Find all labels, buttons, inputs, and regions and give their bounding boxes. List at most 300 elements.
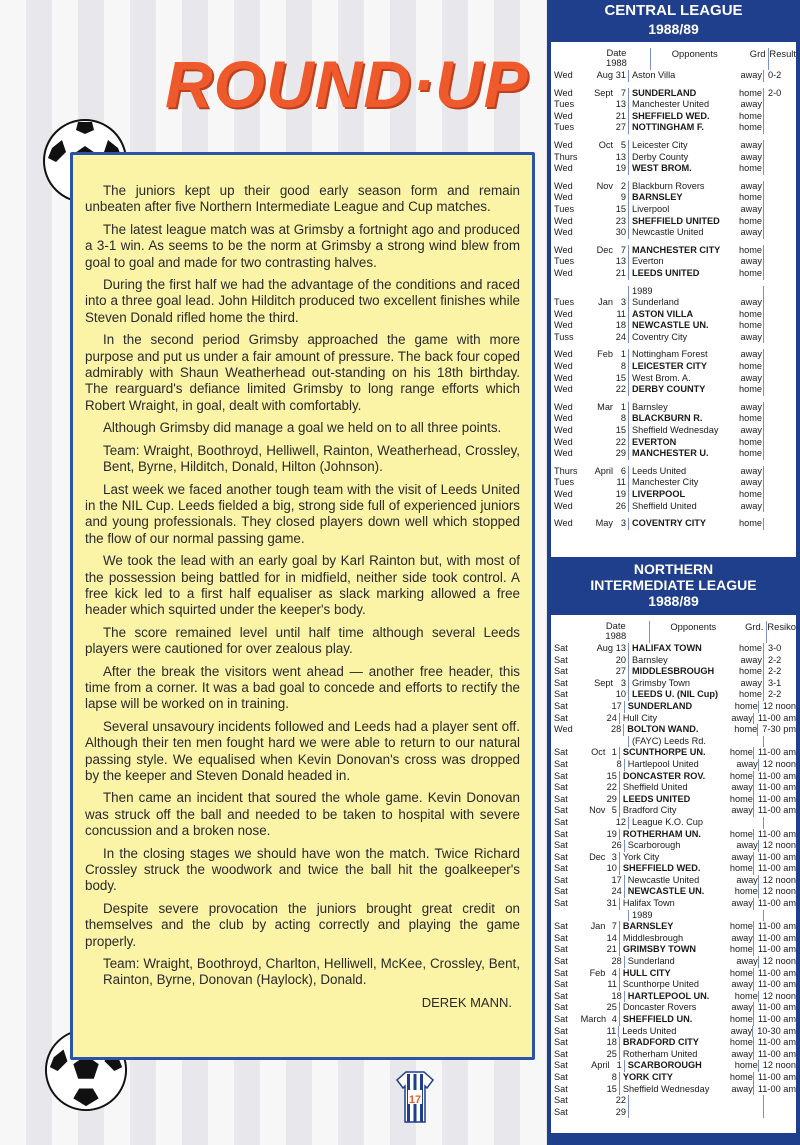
fixture-row xyxy=(551,1014,796,1026)
fixture-row xyxy=(551,122,796,134)
fixture-row xyxy=(551,782,796,794)
fixture-opponent: MIDDLESBROUGH home xyxy=(629,666,764,678)
fixture-result xyxy=(764,152,796,164)
fixture-opponent: BARNSLEY home xyxy=(620,921,754,933)
fixture-row xyxy=(551,413,796,425)
fixture-row xyxy=(551,437,796,449)
fixture-row xyxy=(551,829,796,841)
fixture-month xyxy=(585,724,610,736)
fixture-opponent: Leeds United away xyxy=(619,1026,753,1038)
fixture-month xyxy=(587,448,614,460)
fixture-result xyxy=(764,99,796,111)
fixture-row xyxy=(551,805,796,817)
fixture-result: 12 noon xyxy=(762,990,796,1001)
fixture-date: 21 xyxy=(606,944,619,956)
fixture-opponent: (FAYC) Leeds Rd. xyxy=(629,736,764,748)
fixture-result: 3-0 xyxy=(768,643,782,653)
fixture-row xyxy=(551,111,796,123)
fixture-month xyxy=(587,320,614,332)
fixture-day: Sat xyxy=(554,932,568,943)
fixture-month xyxy=(587,99,614,111)
fixture-row xyxy=(551,898,796,910)
fixture-date: 17 xyxy=(611,701,625,713)
fixture-month xyxy=(587,192,614,204)
fixture-row xyxy=(551,140,796,152)
fixture-result: 11-00 am xyxy=(757,944,796,955)
fixture-opponent xyxy=(629,1095,764,1107)
fixture-result: 11-00 am xyxy=(757,851,796,862)
fixture-result xyxy=(764,297,796,309)
fixture-row xyxy=(551,1002,796,1014)
table-header: Date 1988 Opponents Grd. Resiko xyxy=(551,619,796,643)
fixture-result xyxy=(764,309,796,321)
fixture-row xyxy=(551,286,796,298)
fixture-day: Tues xyxy=(554,99,575,110)
fixture-date: 19 xyxy=(606,829,619,841)
fixture-month: Feb xyxy=(597,349,613,360)
fixture-date: 8 xyxy=(614,361,629,373)
fixture-result: 11-00 am xyxy=(757,921,796,932)
fixture-month: Jan xyxy=(590,921,606,932)
fixture-opponent: SHEFFIELD UN. home xyxy=(620,1014,754,1026)
fixture-date: 13 xyxy=(614,643,629,655)
fixture-month xyxy=(583,1002,607,1014)
fixture-date: 25 xyxy=(606,1049,619,1061)
fixture-date: 20 xyxy=(614,655,629,667)
fixture-row xyxy=(551,268,796,280)
fixture-result: 2-2 xyxy=(768,689,782,700)
fixture-result xyxy=(764,192,796,204)
fixture-day xyxy=(551,910,587,922)
fixture-date: 19 xyxy=(614,163,629,175)
fixture-date: 10 xyxy=(606,863,619,875)
fixture-month xyxy=(587,309,614,321)
article-paragraph: In the second period Grimsby approached the game with more purpose and put us under a fair amount of pressure. The back four coped admirably with Shaun Weatherhead out-standing on his 18th birthday. The rearguard's defiance limited Grimsby to long range efforts which Robert Wraight, in goal, dealt with comfortably. xyxy=(85,332,520,413)
fixture-result: 11-00 am xyxy=(757,828,796,839)
fixture-opponent: 1989 xyxy=(629,286,764,298)
fixture-day: Wed xyxy=(554,139,573,150)
fixture-day: Tues xyxy=(554,203,575,214)
fixture-row xyxy=(551,968,796,980)
fixture-result: 11-00 am xyxy=(757,863,796,874)
fixture-month: Oct xyxy=(598,139,613,150)
fixture-result xyxy=(764,817,796,829)
fixture-day: Tues xyxy=(554,122,575,133)
fixture-month xyxy=(583,944,607,956)
fixture-date: 15 xyxy=(614,373,629,385)
fixture-opponent: HALIFAX TOWN home xyxy=(629,643,764,655)
fixture-date: 3 xyxy=(614,518,629,530)
fixture-result xyxy=(764,216,796,228)
fixture-day: Sat xyxy=(554,712,568,723)
fixture-row xyxy=(551,192,796,204)
fixture-row xyxy=(551,991,796,1003)
fixture-row xyxy=(551,99,796,111)
fixture-result: 11-00 am xyxy=(757,932,796,943)
fixture-row xyxy=(551,70,796,82)
fixture-month xyxy=(587,384,614,396)
fixture-date: 4 xyxy=(607,1014,620,1026)
fixture-opponent: Grimsby Town away xyxy=(629,678,764,690)
fixture-result: 12 noon xyxy=(762,1060,796,1071)
fixture-day: Sat xyxy=(554,1083,568,1094)
fixture-row xyxy=(551,1095,796,1107)
fixture-month: May xyxy=(595,518,613,529)
fixture-date: 29 xyxy=(614,1107,629,1119)
fixture-row xyxy=(551,448,796,460)
fixture-result xyxy=(764,181,796,193)
fixture-row xyxy=(551,477,796,489)
article-body xyxy=(85,183,520,989)
fixture-date: 29 xyxy=(614,448,629,460)
fixture-day: Sat xyxy=(554,770,568,781)
fixture-opponent: HULL CITY home xyxy=(620,968,754,980)
fixture-row xyxy=(551,701,796,713)
fixture-row xyxy=(551,689,796,701)
fixture-row xyxy=(551,1107,796,1119)
fixture-date: 15 xyxy=(606,1084,619,1096)
fixture-result: 12 noon xyxy=(762,840,796,851)
fixture-result xyxy=(764,320,796,332)
fixture-date: 5 xyxy=(606,805,619,817)
fixture-result: 0-2 xyxy=(768,70,782,80)
article-paragraph: Although Grimsby did manage a goal we held on to all three points. xyxy=(103,420,502,436)
fixture-result: 11-00 am xyxy=(757,1083,796,1094)
fixture-day: Sat xyxy=(554,816,568,827)
article-paragraph: We took the lead with an early goal by Karl Rainton but, with most of the possession being battled for in midfield, neither side took control. A free kick led to a first half equaliser as slack marking allowed a free header which squirted under the keeper's body. xyxy=(85,553,520,618)
fixture-month xyxy=(585,840,610,852)
fixture-opponent: GRIMSBY TOWN home xyxy=(620,944,754,956)
fixture-row xyxy=(551,1037,796,1049)
fixture-date: 15 xyxy=(606,771,619,783)
nil-season: 1988/89 xyxy=(648,593,699,609)
fixture-opponent: Scunthorpe United away xyxy=(620,979,754,991)
fixture-row xyxy=(551,204,796,216)
fixture-date: 18 xyxy=(611,991,625,1003)
fixture-day: Wed xyxy=(554,244,573,255)
fixture-date: 13 xyxy=(614,152,629,164)
fixture-month xyxy=(583,1072,607,1084)
article-paragraph: After the break the visitors went ahead — another free header, this time from a corner. It was a bad goal to concede and efforts to rectify the lapse will be worked on in training. xyxy=(85,663,520,712)
fixture-opponent: LEEDS UNITED home xyxy=(620,794,754,806)
fixture-row xyxy=(551,1084,796,1096)
fixture-row xyxy=(551,1072,796,1084)
fixture-row xyxy=(551,759,796,771)
fixture-date: 6 xyxy=(614,466,629,478)
fixture-month xyxy=(587,122,614,134)
fixture-month xyxy=(583,794,607,806)
fixture-date: 28 xyxy=(611,956,625,968)
fixture-row xyxy=(551,979,796,991)
fixture-date: 22 xyxy=(614,384,629,396)
fixture-day: Wed xyxy=(554,87,573,98)
fixture-day: Sat xyxy=(554,851,568,862)
fixture-month: Mar xyxy=(597,401,613,412)
fixture-opponent: SCUNTHORPE UN. home xyxy=(620,747,754,759)
fixture-day: Wed xyxy=(554,448,573,459)
fixture-result xyxy=(764,140,796,152)
fixture-row xyxy=(551,227,796,239)
fixture-row xyxy=(551,886,796,898)
fixture-result: 2-0 xyxy=(768,87,782,98)
fixture-month xyxy=(587,437,614,449)
fixture-date: 22 xyxy=(606,782,619,794)
fixture-day: Wed xyxy=(554,267,573,278)
fixture-opponent: Sheffield Wednesday away xyxy=(629,425,764,437)
fixture-month: Sept xyxy=(594,677,613,688)
fixture-day: Sat xyxy=(554,805,568,816)
fixture-result xyxy=(764,122,796,134)
fixture-month xyxy=(583,1049,607,1061)
fixture-row xyxy=(551,489,796,501)
fixture-row xyxy=(551,361,796,373)
fixture-day: Sat xyxy=(554,1095,568,1106)
fixture-month xyxy=(587,910,614,922)
central-league-season: 1988/89 xyxy=(648,21,699,37)
fixture-month xyxy=(587,286,614,298)
fixture-day: Sat xyxy=(554,1037,568,1048)
fixture-date: 28 xyxy=(610,724,624,736)
article-paragraph: Team: Wraight, Boothroyd, Charlton, Helliwell, McKee, Crossley, Bent, Rainton, Byrne, Donovan (Haylock), Donald. xyxy=(103,956,520,988)
fixture-opponent: BOLTON WAND. home xyxy=(624,724,758,736)
fixture-opponent: WEST BROM. home xyxy=(629,163,764,175)
fixture-row xyxy=(551,678,796,690)
fixture-row xyxy=(551,245,796,257)
fixture-day xyxy=(551,736,587,748)
fixture-row xyxy=(551,1060,796,1072)
nil-title-1: NORTHERN xyxy=(633,561,714,577)
fixture-result xyxy=(764,245,796,257)
fixture-day: Sat xyxy=(554,747,568,758)
fixture-row xyxy=(551,181,796,193)
fixture-result: 12 noon xyxy=(762,758,796,769)
fixture-result xyxy=(764,413,796,425)
fixture-row xyxy=(551,1026,796,1038)
fixture-day: Wed xyxy=(554,413,573,424)
fixture-month: Aug xyxy=(596,70,613,80)
fixture-opponent: Manchester City away xyxy=(629,477,764,489)
fixture-day: Tues xyxy=(554,297,575,308)
fixture-month: Nov xyxy=(596,180,613,191)
fixture-date: 25 xyxy=(606,1002,619,1014)
fixture-month xyxy=(583,829,607,841)
fixture-result xyxy=(764,466,796,478)
fixture-day: Sat xyxy=(554,677,568,688)
fixture-date: 18 xyxy=(614,320,629,332)
fixture-opponent: NEWCASTLE UN. home xyxy=(629,320,764,332)
fixture-opponent: NEWCASTLE UN. home xyxy=(625,886,759,898)
nil-title-2: INTERMEDIATE LEAGUE xyxy=(590,577,757,593)
fixture-day: Wed xyxy=(554,215,573,226)
fixture-result: 11-00 am xyxy=(757,712,796,723)
fixture-day: Sat xyxy=(554,979,568,990)
fixture-day: Sat xyxy=(554,1060,568,1071)
fixture-result xyxy=(764,736,796,748)
fixture-row xyxy=(551,794,796,806)
fixture-result: 11-00 am xyxy=(757,1048,796,1059)
fixture-date: 27 xyxy=(614,122,629,134)
fixture-row xyxy=(551,88,796,100)
fixture-row xyxy=(551,666,796,678)
fixture-month: March xyxy=(580,1014,607,1024)
fixture-day: Sat xyxy=(554,758,568,769)
fixture-result: 11-00 am xyxy=(757,1014,796,1024)
fixture-day: Wed xyxy=(554,192,573,203)
fixture-result: 2-2 xyxy=(768,654,782,665)
fixture-day: Wed xyxy=(554,425,573,436)
fixture-opponent: Sheffield United away xyxy=(620,782,754,794)
article-paragraph: Despite severe provocation the juniors brought great credit on themselves and the club by acting correctly and playing the game properly. xyxy=(85,900,520,949)
fixture-day: Sat xyxy=(554,1106,568,1117)
fixture-result: 10-30 am xyxy=(757,1025,797,1036)
fixture-day: Sat xyxy=(554,840,568,851)
fixture-row xyxy=(551,320,796,332)
fixture-row xyxy=(551,817,796,829)
fixture-date: 5 xyxy=(614,140,629,152)
fixture-day: Sat xyxy=(554,921,568,932)
fixture-month xyxy=(587,489,614,501)
fixture-opponent: SHEFFIELD WED. home xyxy=(620,863,754,875)
fixture-date: 1 xyxy=(614,402,629,414)
fixture-day: Thurs xyxy=(554,151,578,162)
fixture-row xyxy=(551,944,796,956)
fixture-month xyxy=(587,817,614,829)
fixture-day: Wed xyxy=(554,227,573,238)
fixture-day: Wed xyxy=(554,724,573,735)
fixture-row xyxy=(551,921,796,933)
fixture-month xyxy=(585,875,610,887)
fixture-result: 11-00 am xyxy=(757,898,796,909)
fixture-month xyxy=(585,701,610,713)
fixture-result xyxy=(764,349,796,361)
fixture-month xyxy=(587,163,614,175)
fixture-opponent: SHEFFIELD WED. home xyxy=(629,111,764,123)
fixture-date: 11 xyxy=(606,1026,619,1038)
fixture-date: 26 xyxy=(614,501,629,513)
fixture-date: 19 xyxy=(614,489,629,501)
fixture-day: Wed xyxy=(554,500,573,511)
fixture-row xyxy=(551,771,796,783)
fixture-day: Wed xyxy=(554,349,573,360)
fixture-opponent: Coventry City away xyxy=(629,332,764,344)
fixture-month xyxy=(582,1026,605,1038)
fixture-result xyxy=(764,402,796,414)
fixture-day: Wed xyxy=(554,401,573,412)
fixture-date: 22 xyxy=(614,437,629,449)
fixture-month xyxy=(587,1095,614,1107)
fixture-opponent: Bradford City away xyxy=(620,805,754,817)
fixture-month xyxy=(587,666,614,678)
fixture-date: 15 xyxy=(614,425,629,437)
fixture-day: Sat xyxy=(554,654,568,665)
fixture-month xyxy=(587,204,614,216)
fixture-row xyxy=(551,863,796,875)
fixture-day: Wed xyxy=(554,180,573,191)
fixture-opponent: West Brom. A. away xyxy=(629,373,764,385)
fixture-day: Sat xyxy=(554,1002,568,1013)
fixture-result: 11-00 am xyxy=(757,747,796,758)
fixture-opponent: Newcastle United away xyxy=(625,875,759,887)
fixture-date: 11 xyxy=(614,477,629,489)
central-league-title: CENTRAL LEAGUE xyxy=(604,2,743,19)
fixture-month xyxy=(587,268,614,280)
fixture-opponent: Halifax Town away xyxy=(620,898,754,910)
fixture-result: 2-2 xyxy=(768,666,782,677)
fixture-day: Sat xyxy=(554,1071,568,1082)
fixture-row xyxy=(551,163,796,175)
fixture-opponent: MANCHESTER U. home xyxy=(629,448,764,460)
article-paragraph: In the closing stages we should have won the match. Twice Richard Crossley struck the woodwork and twice the ball hit the goalkeeper's body. xyxy=(85,845,520,894)
fixture-opponent: Sheffield United away xyxy=(629,501,764,513)
fixture-opponent: Derby County away xyxy=(629,152,764,164)
fixture-date: 24 xyxy=(611,886,625,898)
fixture-row xyxy=(551,373,796,385)
fixture-date: 2 xyxy=(614,181,629,193)
fixture-month xyxy=(583,863,607,875)
fixture-day: Sat xyxy=(554,874,568,885)
fixture-row xyxy=(551,297,796,309)
fixture-row xyxy=(551,910,796,922)
fixture-row xyxy=(551,713,796,725)
fixture-day: Sat xyxy=(554,1048,568,1059)
fixture-month xyxy=(587,501,614,513)
fixture-row xyxy=(551,655,796,667)
article-paragraph: During the first half we had the advantage of the conditions and raced into a three goal lead. John Hilditch produced two excellent finishes while Steven Donald rifled home the third. xyxy=(85,277,520,325)
fixture-row xyxy=(551,309,796,321)
fixture-result xyxy=(764,425,796,437)
fixture-row xyxy=(551,1049,796,1061)
fixture-result xyxy=(764,361,796,373)
fixture-month: Nov xyxy=(589,805,606,816)
fixture-month xyxy=(587,1107,614,1119)
fixture-month xyxy=(583,898,607,910)
fixture-opponent: DERBY COUNTY home xyxy=(629,384,764,396)
fixtures-panel xyxy=(547,0,800,1145)
fixture-day: Wed xyxy=(554,384,573,395)
fixture-result: 12 noon xyxy=(762,700,796,711)
fixture-day: Wed xyxy=(554,163,573,174)
fixture-opponent: COVENTRY CITY home xyxy=(629,518,764,530)
fixture-result: 11-00 am xyxy=(757,805,796,816)
fixture-result xyxy=(764,373,796,385)
fixture-opponent: Sunderland away xyxy=(625,956,759,968)
fixture-month: Feb xyxy=(589,967,606,978)
fixture-opponent: MANCHESTER CITY home xyxy=(629,245,764,257)
fixture-day: Sat xyxy=(554,967,568,978)
fixture-row xyxy=(551,216,796,228)
fixture-month: April xyxy=(591,1060,610,1071)
article-paragraph: The latest league match was at Grimsby a fortnight ago and produced a 3-1 win. As seems to be the norm at Grimsby a strong wind blew from goal to goal and made for two contrasting halves. xyxy=(85,221,520,270)
fixture-day: Sat xyxy=(554,666,568,677)
fixture-result xyxy=(764,518,796,530)
fixture-day: Tues xyxy=(554,477,575,488)
fixture-date: 24 xyxy=(606,713,619,725)
fixture-result xyxy=(764,448,796,460)
fixture-date: 18 xyxy=(606,1037,619,1049)
fixture-month xyxy=(585,886,610,898)
fixture-result xyxy=(764,227,796,239)
fixture-date: 7 xyxy=(614,245,629,257)
fixture-result: 11-00 am xyxy=(757,770,796,781)
fixture-date: 23 xyxy=(614,216,629,228)
fixture-row xyxy=(551,384,796,396)
fixture-opponent: Barnsley away xyxy=(629,655,764,667)
fixture-month xyxy=(587,152,614,164)
fixture-month xyxy=(587,736,614,748)
article-paragraph: Several unsavoury incidents followed and Leeds had a player sent off. Although their ten men fought hard we were able to return to our natural passing style. We equalised when Kevin Donovan's cross was dropped by the keeper and Steven Donald headed in. xyxy=(85,718,520,783)
fixture-month xyxy=(585,991,610,1003)
fixture-row xyxy=(551,724,796,736)
